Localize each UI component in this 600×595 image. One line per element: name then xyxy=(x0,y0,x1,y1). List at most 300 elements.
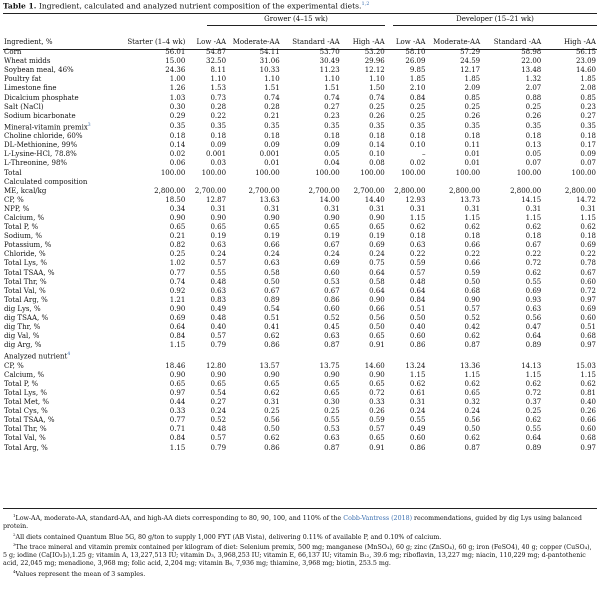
table-cell: 0.97 xyxy=(580,443,596,452)
table-cell: 18.50 xyxy=(165,195,186,204)
table-row xyxy=(3,57,597,66)
table-cell: 1.00 xyxy=(169,75,186,84)
developer-group-rule xyxy=(393,25,597,26)
table-cell: 0.50 xyxy=(409,314,426,322)
table-cell: 0.86 xyxy=(264,443,280,452)
table-cell: 0.55 xyxy=(409,416,426,425)
caption-footnote-refs: 1,2 xyxy=(361,1,370,7)
table-cell: 0.52 xyxy=(464,314,481,322)
table-cell: 0.93 xyxy=(525,295,542,304)
table-cell: 0.44 xyxy=(169,398,186,407)
table-cell: 0.81 xyxy=(580,388,596,397)
table-cell: 0.90 xyxy=(264,370,280,379)
table-cell: 0.91 xyxy=(369,341,385,350)
table-cell: 0.62 xyxy=(264,388,280,397)
table-row xyxy=(3,407,597,416)
col-grower-standard: Standard -AA xyxy=(292,38,340,46)
table-cell: 57.29 xyxy=(460,48,481,57)
table-cell: 0.21 xyxy=(264,111,280,120)
table-cell: 0.001 xyxy=(206,150,227,159)
table-cell: 0.86 xyxy=(409,341,426,350)
table-cell: 0.55 xyxy=(324,416,340,425)
table-cell: 0.27 xyxy=(324,102,340,111)
row-label: Total P, % xyxy=(4,379,39,388)
table-cell: 0.22 xyxy=(464,250,481,259)
table-cell: 0.18 xyxy=(409,232,426,241)
table-cell: 0.24 xyxy=(464,407,481,416)
table-cell: 2.07 xyxy=(525,84,542,93)
table-cell: 0.17 xyxy=(580,141,596,150)
table-cell: 0.63 xyxy=(525,304,542,313)
table-cell: 0.27 xyxy=(210,398,227,407)
table-cell: 0.62 xyxy=(525,268,542,277)
table-cell: 0.63 xyxy=(324,332,340,341)
table-cell: 1.10 xyxy=(210,75,227,84)
row-label: Total Thr, % xyxy=(4,425,47,434)
column-header-row xyxy=(3,37,597,48)
table-cell: 0.02 xyxy=(169,150,186,159)
calculated-composition-title: Calculated composition xyxy=(4,177,88,186)
row-label: Salt (NaCl) xyxy=(4,102,44,111)
table-cell: 0.51 xyxy=(264,314,280,322)
table-cell: 12.80 xyxy=(206,361,227,370)
grower-group-rule xyxy=(207,25,385,26)
table-cell: 0.09 xyxy=(264,141,280,150)
table-row xyxy=(3,187,597,196)
table-cell: 0.89 xyxy=(525,341,542,350)
table-cell: 0.24 xyxy=(324,250,340,259)
table-cell: 0.60 xyxy=(409,332,426,341)
table-cell: 0.05 xyxy=(525,150,542,159)
table-row xyxy=(3,150,597,159)
table-row xyxy=(3,159,597,168)
table-cell: 0.90 xyxy=(169,370,186,379)
table-cell: 0.31 xyxy=(409,204,426,213)
table-cell: 0.26 xyxy=(369,407,385,416)
table-cell: 0.90 xyxy=(324,213,340,222)
table-cell: 0.90 xyxy=(369,295,385,304)
table-cell: 0.64 xyxy=(369,286,385,295)
table-row xyxy=(3,205,597,214)
col-developer-moderate: Moderate-AA xyxy=(433,38,481,46)
table-cell: 0.14 xyxy=(169,141,186,150)
row-label: Dicalcium phosphate xyxy=(4,93,79,102)
table-cell: 0.25 xyxy=(464,102,481,111)
section-row xyxy=(3,178,597,187)
table-cell: 0.19 xyxy=(369,232,385,241)
table-cell: 1.85 xyxy=(409,75,426,84)
table-cell: 0.77 xyxy=(169,416,186,425)
table-cell: 0.29 xyxy=(169,111,186,120)
table-cell: 0.60 xyxy=(580,314,596,322)
row-label: dig Lys, % xyxy=(4,304,41,313)
table-cell: 0.54 xyxy=(210,388,227,397)
table-cell: 0.65 xyxy=(369,332,385,341)
table-cell: 12.17 xyxy=(460,66,481,75)
table-cell: 0.24 xyxy=(210,407,227,416)
row-label: dig TSAA, % xyxy=(4,314,49,322)
table-cell: 14.60 xyxy=(364,361,385,370)
table-cell: 0.74 xyxy=(324,93,340,102)
table-cell: 0.18 xyxy=(580,232,596,241)
table-row xyxy=(3,389,597,398)
analyzed-section-header xyxy=(3,350,597,361)
table-cell: 0.24 xyxy=(369,250,385,259)
table-cell: 0.64 xyxy=(525,332,542,341)
table-cell: 0.18 xyxy=(210,132,227,141)
row-label: Soybean meal, 46% xyxy=(4,66,74,75)
table-cell: 0.19 xyxy=(210,232,227,241)
table-cell: 12.12 xyxy=(364,66,385,75)
table-cell: 100.00 xyxy=(516,168,542,177)
row-label: Total Cys, % xyxy=(4,407,48,416)
table-cell: 1.15 xyxy=(464,370,481,379)
row-label: Calcium, % xyxy=(4,213,45,222)
table-cell: 0.27 xyxy=(580,111,596,120)
table-cell: 53.20 xyxy=(364,48,385,57)
table-cell: 0.97 xyxy=(580,295,596,304)
row-label: Total P, % xyxy=(4,223,39,232)
table-row xyxy=(3,323,597,332)
table-cell: 56.15 xyxy=(575,48,596,57)
table-cell: 0.65 xyxy=(464,388,481,397)
table-row xyxy=(3,75,597,84)
table-cell: 0.74 xyxy=(369,93,385,102)
table-cell: 32.50 xyxy=(206,57,227,66)
table-cell: 0.25 xyxy=(525,102,542,111)
table-cell: 1.26 xyxy=(169,84,186,93)
table-cell: 0.37 xyxy=(525,398,542,407)
table-cell: 0.53 xyxy=(324,277,340,286)
table-row xyxy=(3,341,597,350)
table-cell: 0.22 xyxy=(409,250,426,259)
table-cell: 0.86 xyxy=(264,341,280,350)
table-cell: 1.85 xyxy=(464,75,481,84)
table-cell: 0.10 xyxy=(369,150,385,159)
table-cell: 1.10 xyxy=(264,75,280,84)
row-label: Calcium, % xyxy=(4,370,45,379)
table-cell: 13.24 xyxy=(405,361,426,370)
table-cell: 0.28 xyxy=(210,102,227,111)
table-cell: 0.64 xyxy=(525,434,542,443)
table-cell: 0.77 xyxy=(169,268,186,277)
col-ingredient: Ingredient, % xyxy=(4,38,53,46)
table-row xyxy=(3,278,597,287)
table-row xyxy=(3,296,597,305)
table-cell: 0.57 xyxy=(409,268,426,277)
row-label: CP, % xyxy=(4,195,24,204)
developer-group-header: Developer (15–21 wk) xyxy=(456,15,534,23)
table-cell: 8.11 xyxy=(210,66,227,75)
table-cell: 0.19 xyxy=(264,232,280,241)
table-cell: 0.86 xyxy=(409,443,426,452)
table-cell: 0.63 xyxy=(210,286,227,295)
table-cell: 0.59 xyxy=(369,416,385,425)
table-cell: 0.11 xyxy=(464,141,481,150)
table-cell: 0.90 xyxy=(210,370,227,379)
row-label: Chloride, % xyxy=(4,250,46,259)
row-label: Poultry fat xyxy=(4,75,42,84)
col-grower-low: Low -AA xyxy=(196,38,227,46)
table-cell: 0.57 xyxy=(210,332,227,341)
table-cell: 1.15 xyxy=(525,370,542,379)
table-cell: 0.90 xyxy=(464,295,481,304)
table-cell: 0.60 xyxy=(580,425,596,434)
table-cell: 18.46 xyxy=(165,361,186,370)
table-cell: 0.90 xyxy=(210,213,227,222)
table-cell: 0.90 xyxy=(169,304,186,313)
table-cell: 0.62 xyxy=(525,416,542,425)
table-cell: 0.35 xyxy=(264,121,280,130)
table-cell: 0.68 xyxy=(464,286,481,295)
row-label: NPP, % xyxy=(4,204,30,213)
table-cell: 0.87 xyxy=(464,443,481,452)
col-grower-high: High -AA xyxy=(352,38,385,46)
table-cell: 0.89 xyxy=(264,295,280,304)
table-cell: 0.78 xyxy=(580,259,596,268)
row-label: DL-Methionine, 99% xyxy=(4,141,78,150)
table-cell: 0.26 xyxy=(369,111,385,120)
row-label: Total Val, % xyxy=(4,286,46,295)
table-row xyxy=(3,250,597,259)
table-cell: 0.62 xyxy=(464,379,481,388)
table-cell: 54.87 xyxy=(206,48,227,57)
table-row xyxy=(3,223,597,232)
table-cell: 0.19 xyxy=(324,232,340,241)
table-cell: 0.65 xyxy=(324,223,340,232)
table-cell: 0.87 xyxy=(464,341,481,350)
table-cell: 0.62 xyxy=(525,223,542,232)
row-label: Corn xyxy=(4,48,22,57)
calculated-body xyxy=(3,187,597,351)
table-cell: 13.36 xyxy=(460,361,481,370)
table-cell: 0.75 xyxy=(369,259,385,268)
table-cell: 0.51 xyxy=(409,304,426,313)
table-cell: 10.33 xyxy=(259,66,280,75)
table-row xyxy=(3,232,597,241)
table-cell: 14.13 xyxy=(521,361,542,370)
table-cell: 0.59 xyxy=(464,268,481,277)
col-developer-standard: Standard -AA xyxy=(493,38,542,46)
table-cell: 0.18 xyxy=(264,132,280,141)
table-cell: 0.35 xyxy=(210,121,227,130)
table-cell: 0.90 xyxy=(324,370,340,379)
table-cell: 0.65 xyxy=(369,379,385,388)
table-cell: 15.00 xyxy=(165,57,186,66)
footnote-4: $^4$Values represent the mean of 3 samples. xyxy=(13,568,146,578)
table-row xyxy=(3,48,597,57)
table-cell: 0.57 xyxy=(464,304,481,313)
table-cell: 0.65 xyxy=(369,434,385,443)
table-cell: 0.51 xyxy=(580,323,596,332)
table-cell: 31.06 xyxy=(259,57,280,66)
table-cell: 0.01 xyxy=(464,150,481,159)
table-cell: 0.25 xyxy=(169,250,186,259)
table-cell: 0.31 xyxy=(464,204,481,213)
table-row xyxy=(3,371,597,380)
table-cell: 1.15 xyxy=(525,213,542,222)
nutrient-table xyxy=(3,37,597,453)
table-cell: 100.00 xyxy=(255,168,280,177)
table-cell: 0.62 xyxy=(580,223,596,232)
table-cell: 0.87 xyxy=(324,443,340,452)
table-cell: 2,700.00 xyxy=(308,186,340,195)
table-cell: 1.10 xyxy=(324,75,340,84)
table-cell: 0.92 xyxy=(169,286,186,295)
table-cell: 30.49 xyxy=(319,57,340,66)
table-cell: 14.72 xyxy=(575,195,596,204)
table-cell: 0.88 xyxy=(525,93,542,102)
row-label: CP, % xyxy=(4,361,24,370)
table-cell: 2.08 xyxy=(580,84,596,93)
row-label: L-Threonine, 98% xyxy=(4,159,68,168)
section-row xyxy=(3,350,597,361)
table-row xyxy=(3,305,597,314)
table-cell: 0.79 xyxy=(210,443,227,452)
table-cell: 100.00 xyxy=(400,168,426,177)
table-cell: 58.10 xyxy=(405,48,426,57)
table-cell: 0.24 xyxy=(210,250,227,259)
table-row xyxy=(3,214,597,223)
table-cell: 0.56 xyxy=(525,314,542,322)
table-cell: 0.50 xyxy=(464,425,481,434)
table-cell: 0.50 xyxy=(464,277,481,286)
table-cell: 1.15 xyxy=(409,213,426,222)
table-cell: 0.67 xyxy=(525,241,542,250)
table-cell: 0.18 xyxy=(464,132,481,141)
table-cell: 2,700.00 xyxy=(194,186,227,195)
row-label: Total Val, % xyxy=(4,434,46,443)
table-cell: 0.40 xyxy=(580,398,596,407)
table-cell: 0.69 xyxy=(324,259,340,268)
footnote-1: $^1$Low-AA, moderate-AA, standard-AA, and high-AA diets corresponding to 80, 90, 100, and 110% of the Cobb-Vantress (2018) recommendations, guided by dig Lys using balanced protein. xyxy=(3,513,582,530)
table-cell: 14.60 xyxy=(575,66,596,75)
table-row xyxy=(3,132,597,141)
table-cell: 0.84 xyxy=(169,434,186,443)
table-cell: 1.32 xyxy=(525,75,542,84)
table-cell: 0.26 xyxy=(464,111,481,120)
table-cell: 0.18 xyxy=(525,132,542,141)
table-cell: 0.40 xyxy=(409,323,426,332)
table-cell: 0.56 xyxy=(264,416,280,425)
table-cell: 0.66 xyxy=(264,241,280,250)
table-cell: 1.15 xyxy=(464,213,481,222)
col-grower-moderate: Moderate-AA xyxy=(232,38,280,46)
citation-link[interactable]: Cobb-Vantress (2018) xyxy=(343,515,413,523)
table-cell: 1.15 xyxy=(169,341,186,350)
row-label: Total Arg, % xyxy=(4,443,48,452)
table-cell: 0.62 xyxy=(464,223,481,232)
table-cell: 0.35 xyxy=(580,121,596,130)
table-cell: 0.31 xyxy=(580,204,596,213)
table-cell: 0.33 xyxy=(369,398,385,407)
table-cell: 58.98 xyxy=(521,48,542,57)
table-cell: 14.00 xyxy=(319,195,340,204)
table-row xyxy=(3,268,597,277)
table-cell: 0.02 xyxy=(409,159,426,168)
table-row xyxy=(3,84,597,93)
table-cell: 0.62 xyxy=(409,223,426,232)
table-cell: 0.30 xyxy=(169,102,186,111)
col-starter: Starter (1–4 wk) xyxy=(127,38,186,46)
table-cell: 0.56 xyxy=(464,416,481,425)
table-cell: – xyxy=(421,150,426,159)
table-cell: 0.18 xyxy=(369,132,385,141)
table-cell: 0.57 xyxy=(210,434,227,443)
table-cell: 0.18 xyxy=(324,132,340,141)
table-cell: 0.07 xyxy=(525,159,542,168)
table-cell: 0.25 xyxy=(525,407,542,416)
table-cell: 0.67 xyxy=(264,286,280,295)
row-label: Total Thr, % xyxy=(4,277,47,286)
table-cell: 0.74 xyxy=(264,93,280,102)
row-label: Total Lys, % xyxy=(4,259,47,268)
table-row xyxy=(3,103,597,112)
table-cell: 0.79 xyxy=(210,341,227,350)
table-cell: 1.21 xyxy=(169,295,186,304)
table-cell: 13.73 xyxy=(460,195,481,204)
table-cell: 0.09 xyxy=(324,141,340,150)
table-cell: 0.42 xyxy=(464,323,481,332)
table-cell: 0.03 xyxy=(210,159,227,168)
row-label: Mineral-vitamin premix$^3$ xyxy=(4,122,91,132)
table-cell: 100.00 xyxy=(455,168,481,177)
table-cell: 0.62 xyxy=(464,332,481,341)
table-cell: 2,700.00 xyxy=(248,186,280,195)
table-cell: 0.35 xyxy=(169,121,186,130)
table-cell: 0.18 xyxy=(409,132,426,141)
table-cell: 0.69 xyxy=(369,241,385,250)
table-cell: 0.05 xyxy=(324,150,340,159)
table-cell: 1.85 xyxy=(580,75,596,84)
table-cell: 1.50 xyxy=(369,84,385,93)
table-cell: 0.35 xyxy=(525,121,542,130)
table-cell: 0.66 xyxy=(464,259,481,268)
table-cell: 56.01 xyxy=(165,48,186,57)
table-cell: 2,800.00 xyxy=(394,186,426,195)
table-cell: 0.56 xyxy=(369,314,385,322)
table-cell: 0.10 xyxy=(409,141,426,150)
table-row xyxy=(3,425,597,434)
table-cell: 0.24 xyxy=(264,250,280,259)
table-cell: 0.35 xyxy=(369,121,385,130)
table-cell: 0.47 xyxy=(525,323,542,332)
table-row xyxy=(3,444,597,453)
table-cell: 2.10 xyxy=(409,84,426,93)
table-row xyxy=(3,112,597,121)
table-cell: 0.67 xyxy=(324,286,340,295)
row-label: Limestone fine xyxy=(4,84,57,93)
table-cell: 1.10 xyxy=(369,75,385,84)
table-cell: 0.57 xyxy=(369,425,385,434)
table-cell: 23.09 xyxy=(575,57,596,66)
row-label: Total Lys, % xyxy=(4,388,47,397)
table-cell: 1.02 xyxy=(169,259,186,268)
table-cell: 2,800.00 xyxy=(154,186,186,195)
table-cell: 0.62 xyxy=(264,332,280,341)
table-cell: 0.45 xyxy=(324,323,340,332)
table-cell: 0.54 xyxy=(264,304,280,313)
footnote-3: $^3$The trace mineral and vitamin premix contained per kilogram of diet: Selenium premix, 500 mg; manganese (MnSO₄), 60 g; zinc (ZnSO₄), 60 g; iron (FeSO4), 40 g; copper (CuSO₄), 5 g; iodine (Ca[IO₃]₂),1.25 g; vitamin A, 13,227,513 IU; vitamin D₃, 3,968,253 IU; vitamin E, 66,137 IU; vitamin B₁₂, 39.6 mg; riboflavin, 13,227 mg; niacin, 110,229 mg; d-pantothenic acid, 22,045 mg; menadione, 3,968 mg; folic acid, 2,204 mg; vitamin B₆, 7,936 mg; thiamine, 3,968 mg; biotin, 253.5 mg. xyxy=(3,542,592,567)
table-row xyxy=(3,314,597,323)
table-cell: 0.31 xyxy=(525,204,542,213)
table-cell: 0.84 xyxy=(409,93,426,102)
table-row xyxy=(3,241,597,250)
table-cell: 0.31 xyxy=(409,398,426,407)
table-cell: 0.66 xyxy=(580,416,596,425)
table-cell: 0.82 xyxy=(169,241,186,250)
table-cell: 0.26 xyxy=(525,111,542,120)
